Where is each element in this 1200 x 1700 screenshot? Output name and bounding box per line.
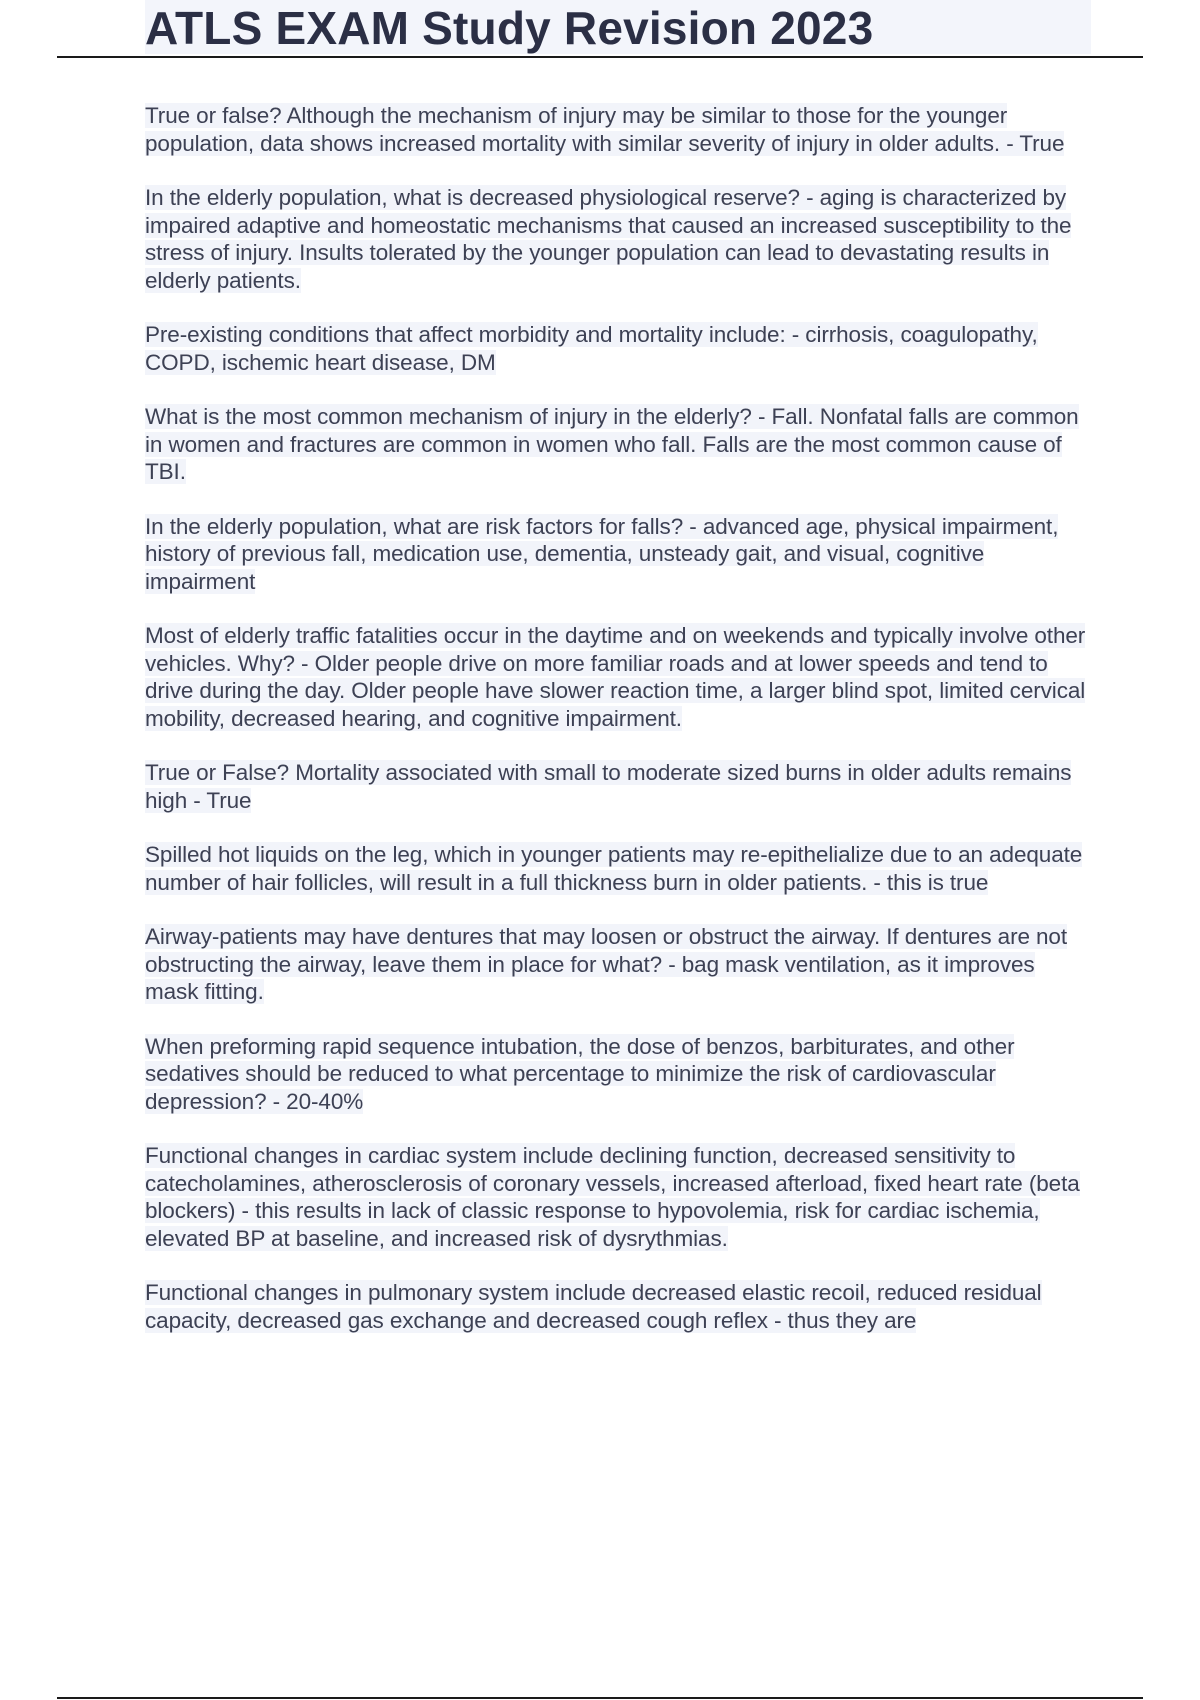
qa-item — [145, 1279, 1090, 1334]
qa-item — [145, 923, 1090, 1006]
page-title: ATLS EXAM Study Revision 2023 — [145, 4, 881, 52]
qa-item — [145, 841, 1090, 896]
header-divider — [57, 56, 1143, 58]
qa-item — [145, 513, 1090, 596]
qa-item — [145, 622, 1090, 732]
qa-item — [145, 1033, 1090, 1116]
qa-item-text: In the elderly population, what are risk factors for falls? - advanced age, physical impairment, history of previous fall, medication use, dementia, unsteady gait, and visual, cognitive impairment — [145, 513, 1059, 594]
qa-item-text: Functional changes in cardiac system include declining function, decreased sensitivity to catecholamines, atherosclerosis of coronary vessels, increased afterload, fixed heart rate (beta blockers) - this results in lack of classic response to hypovolemia, risk for cardiac ischemia, elevated BP at baseline, and increased risk of dysrythmias. — [145, 1143, 1080, 1251]
qa-item-text: Pre-existing conditions that affect morbidity and mortality include: - cirrhosis, coagulopathy, COPD, ischemic heart disease, DM — [145, 322, 1038, 375]
qa-item — [145, 759, 1090, 814]
qa-item — [145, 321, 1090, 376]
qa-item-text: What is the most common mechanism of injury in the elderly? - Fall. Nonfatal falls are common in women and fractures are common in women who fall. Falls are the most common cause of TBI. — [145, 404, 1079, 484]
page-header — [0, 0, 1200, 58]
qa-item — [145, 184, 1090, 294]
qa-item-text: True or False? Mortality associated with small to moderate sized burns in older adults remains high - True — [145, 760, 1072, 813]
qa-item-text: In the elderly population, what is decreased physiological reserve? - aging is characterized by impaired adaptive and homeostatic mechanisms that caused an increased susceptibility to the stress of injury. Insults tolerated by the younger population can lead to devastating results in elderly patients. — [145, 185, 1072, 293]
qa-item-text: When preforming rapid sequence intubation, the dose of benzos, barbiturates, and other sedatives should be reduced to what percentage to minimize the risk of cardiovascular depression? - 20-40% — [145, 1033, 1015, 1114]
qa-item — [145, 403, 1090, 486]
qa-item-text: Functional changes in pulmonary system include decreased elastic recoil, reduced residual capacity, decreased gas exchange and decreased cough reflex - thus they are — [145, 1280, 1042, 1333]
qa-item-text: Most of elderly traffic fatalities occur in the daytime and on weekends and typically involve other vehicles. Why? - Older people drive on more familiar roads and at lower speeds and tend to drive during the day. Older people have slower reaction time, a larger blind spot, limited cervical mobility, decreased hearing, and cognitive impairment. — [145, 623, 1086, 731]
footer-divider — [57, 1697, 1143, 1699]
qa-item-text: Airway-patients may have dentures that may loosen or obstruct the airway. If dentures are not obstructing the airway, leave them in place for what? - bag mask ventilation, as it improves mask fitting. — [145, 924, 1068, 1004]
qa-item-text: Spilled hot liquids on the leg, which in younger patients may re-epithelialize due to an adequate number of hair follicles, will result in a full thickness burn in older patients. - this is true — [145, 842, 1083, 895]
qa-list — [145, 102, 1090, 1361]
qa-item — [145, 102, 1090, 157]
qa-item-text: True or false? Although the mechanism of injury may be similar to those for the younger population, data shows increased mortality with similar severity of injury in older adults. - True — [145, 103, 1065, 156]
qa-item — [145, 1142, 1090, 1252]
